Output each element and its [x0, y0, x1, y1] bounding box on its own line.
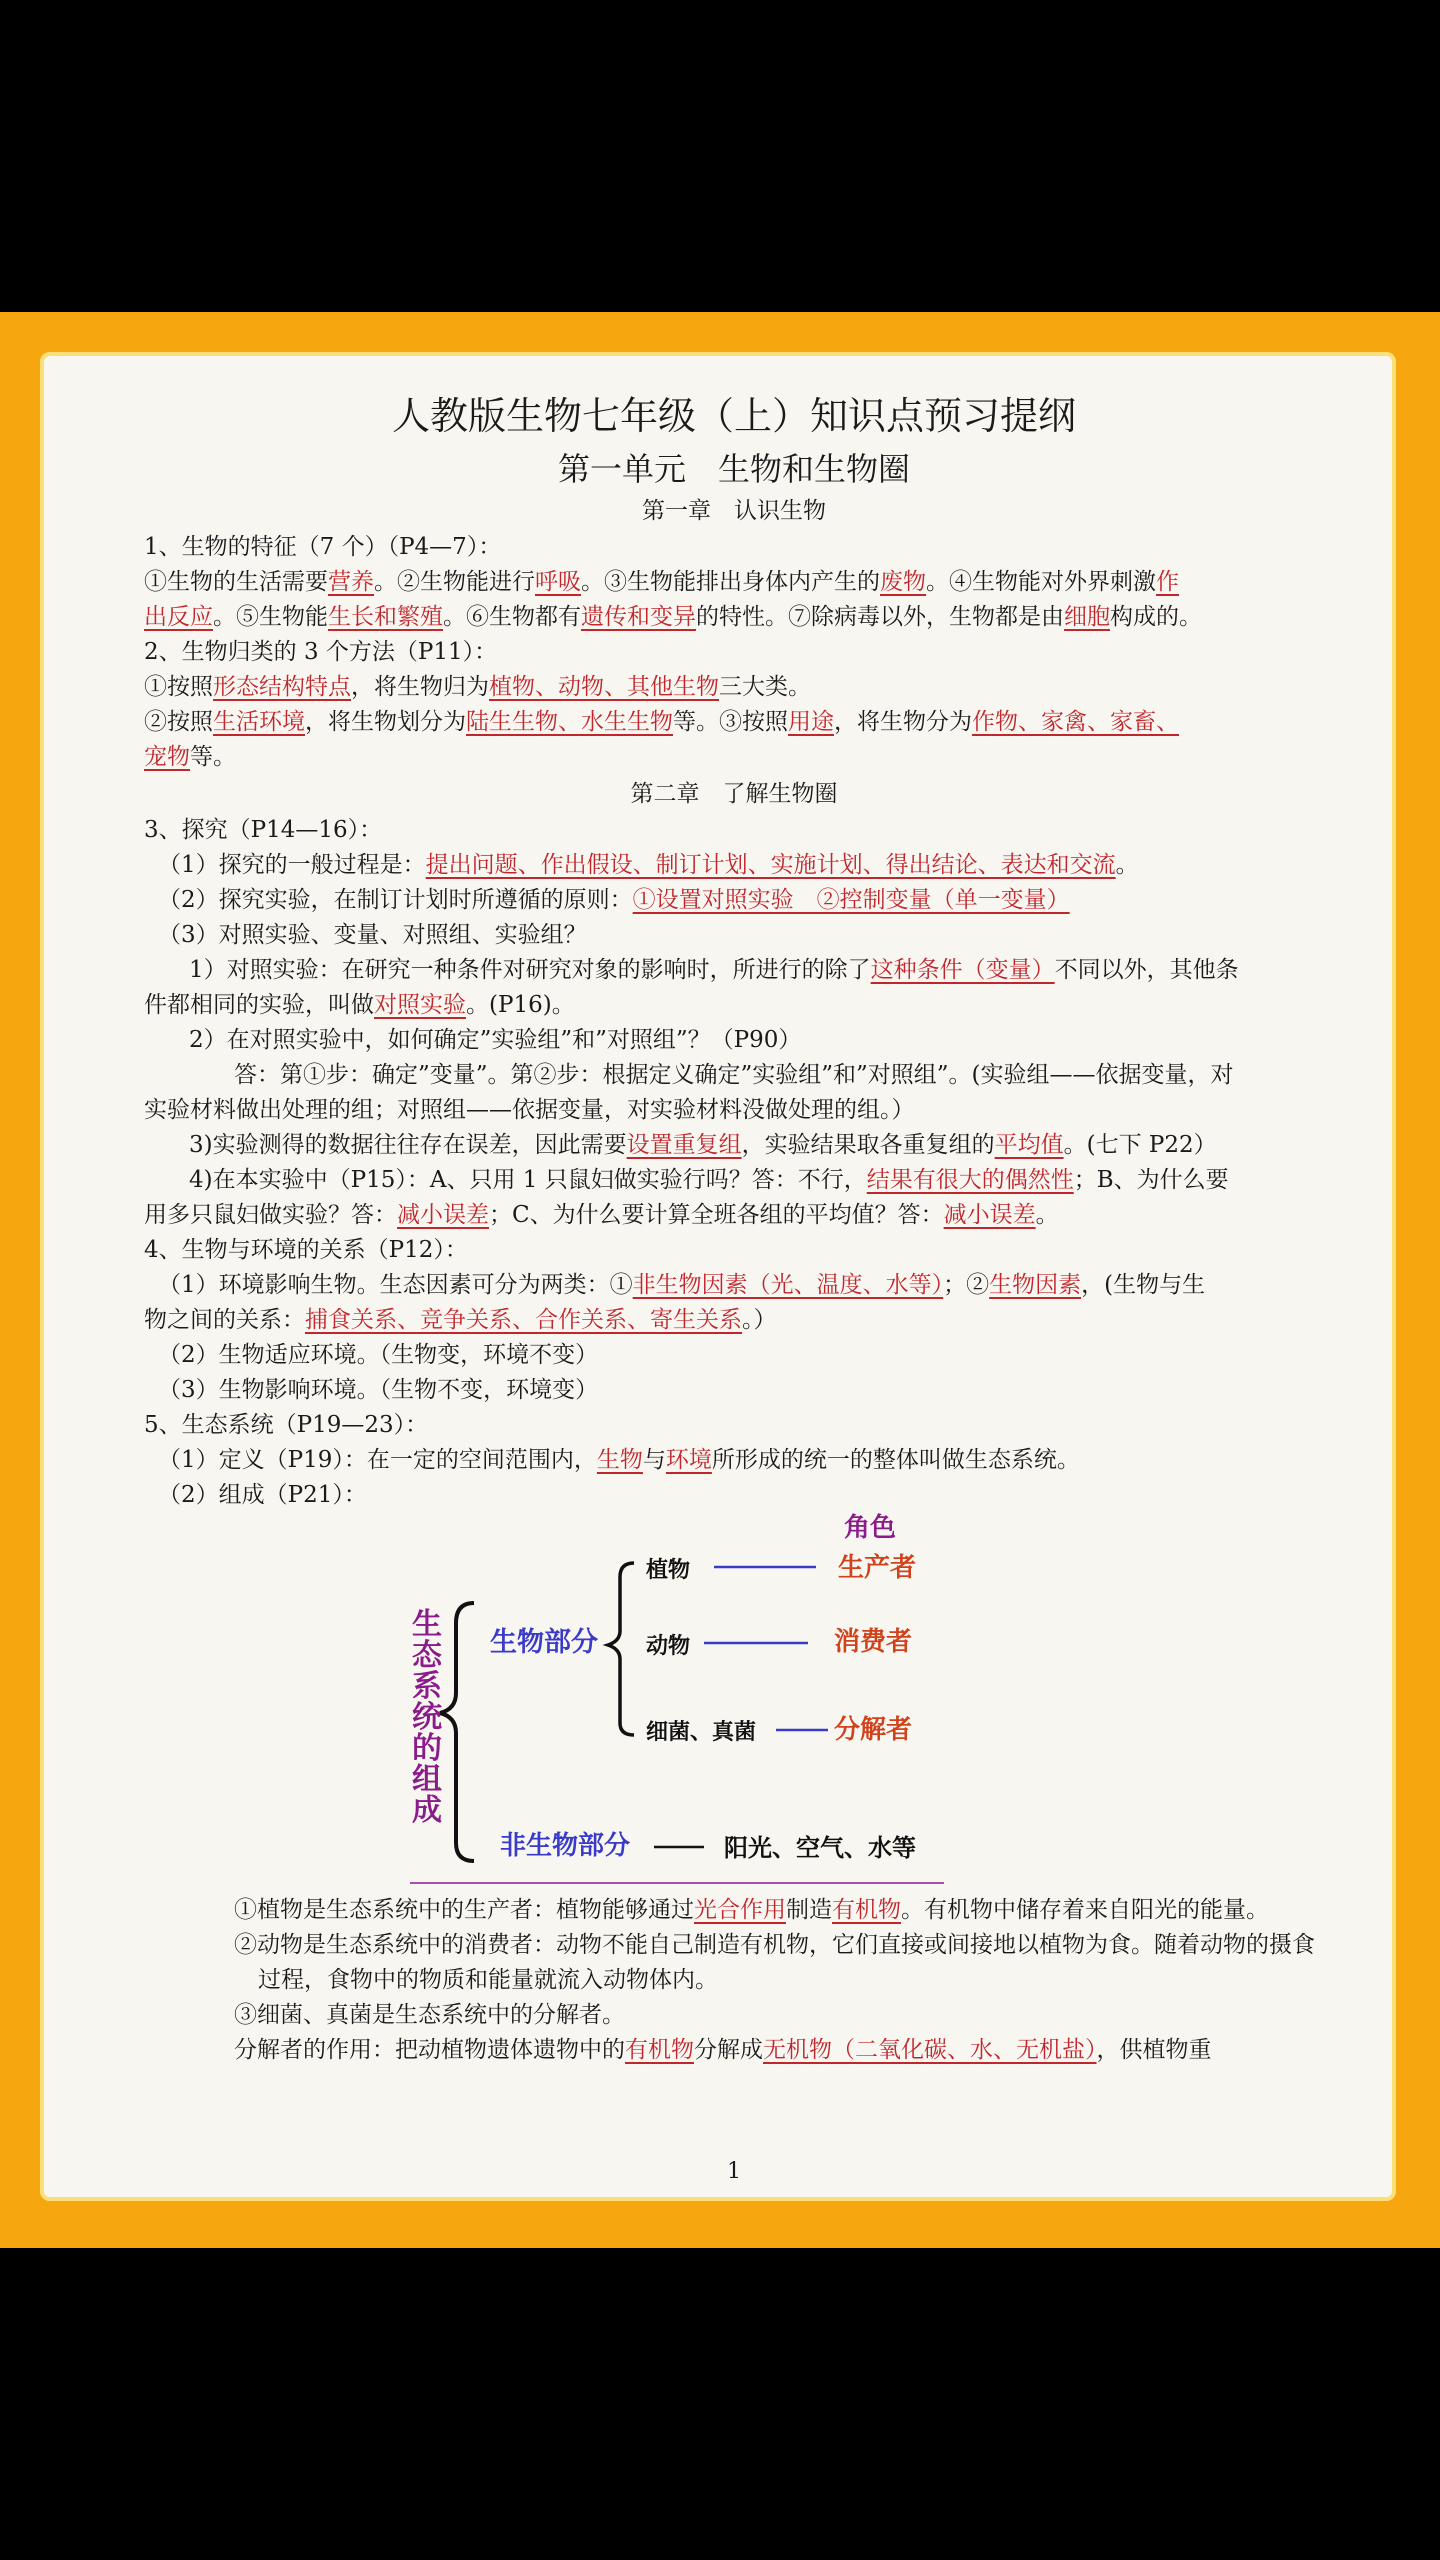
after-a4: 分解者的作用：把动植物遗体遗物中的有机物分解成无机物（二氧化碳、水、无机盐），供植物重: [234, 2037, 1212, 2063]
s1-line1: ①生物的生活需要营养。②生物能进行呼吸。③生物能排出身体内产生的废物。④生物能对外界刺激作: [144, 569, 1179, 595]
diagram-root-label: 生态系统的组成: [412, 1607, 442, 1828]
row-plant-role: 生产者: [838, 1553, 917, 1583]
s4-p1b: 物之间的关系：捕食关系、竞争关系、合作关系、寄生关系。）: [144, 1307, 777, 1333]
s5-p1: （1）定义（P19）：在一定的空间范围内，生物与环境所形成的统一的整体叫做生态系统。: [158, 1447, 1080, 1473]
bio-part-label: 生物部分: [490, 1627, 598, 1658]
s4-heading: 4、生物与环境的关系（P12）：: [144, 1237, 468, 1263]
s1-heading: 1、生物的特征（7 个）（P4—7）：: [144, 534, 502, 560]
s3-q3: 3)实验测得的数据往往存在误差，因此需要设置重复组，实验结果取各重复组的平均值。(七下 P22）: [189, 1132, 1217, 1158]
after-a3: ③细菌、真菌是生态系统中的分解者。: [234, 2002, 625, 2028]
row-animal-name: 动物: [646, 1634, 691, 1659]
after-a1: ①植物是生态系统中的生产者：植物能够通过光合作用制造有机物。有机物中储存着来自阳光的能量。: [234, 1897, 1269, 1923]
s5-p2: （2）组成（P21）：: [158, 1482, 367, 1508]
s3-heading: 3、探究（P14—16）：: [144, 817, 383, 843]
s5-heading: 5、生态系统（P19—23）：: [144, 1412, 429, 1438]
s3-q4b: 用多只鼠妇做实验？答：减小误差；C、为什么要计算全班各组的平均值？答：减小误差。: [144, 1202, 1059, 1228]
unit-title: 第一单元 生物和生物圈: [557, 450, 910, 488]
s1-line2: 出反应。⑤生物能生长和繁殖。⑥生物都有遗传和变异的特性。⑦除病毒以外，生物都是由细胞构成的。: [144, 604, 1202, 630]
row-animal-role: 消费者: [834, 1627, 913, 1657]
page-number: 1: [727, 2159, 741, 2184]
s3-p2: （2）探究实验，在制订计划时所遵循的原则：①设置对照实验 ②控制变量（单一变量）: [158, 887, 1070, 913]
row-decomposer-name: 细菌、真菌: [646, 1720, 757, 1745]
s2-heading: 2、生物归类的 3 个方法（P11）：: [144, 639, 498, 665]
s3-q2b: 实验材料做出处理的组；对照组——依据变量，对实验材料没做处理的组。）: [144, 1097, 915, 1123]
after-a2a: ②动物是生态系统中的消费者：动物不能自己制造有机物，它们直接或间接地以植物为食。随着动物的摄食: [234, 1932, 1315, 1958]
orange-frame: [0, 312, 1440, 2248]
s3-q2: 2）在对照实验中，如何确定”实验组”和”对照组”？（P90）: [189, 1027, 802, 1053]
s3-q2a: 答：第①步：确定”变量”。第②步：根据定义确定”实验组”和”对照组”。(实验组——依据变量，对: [234, 1062, 1234, 1088]
row-decomposer-role: 分解者: [834, 1715, 913, 1745]
s3-p1: （1）探究的一般过程是：提出问题、作出假设、制订计划、实施计划、得出结论、表达和交流。: [158, 852, 1139, 878]
ecosystem-diagram: [144, 1513, 1324, 1893]
doc-title: 人教版生物七年级（上）知识点预习提纲: [391, 394, 1076, 438]
s3-p3: （3）对照实验、变量、对照组、实验组？: [158, 922, 587, 948]
main-brace: [440, 1603, 474, 1861]
s4-p3: （3）生物影响环境。（生物不变，环境变）: [158, 1377, 599, 1403]
row-plant-name: 植物: [646, 1558, 691, 1583]
nonbio-items: 阳光、空气、水等: [724, 1834, 916, 1862]
role-header: 角色: [844, 1513, 897, 1543]
document-body: [144, 384, 1324, 2184]
document-page: [40, 352, 1396, 2201]
chapter-2-title: 第二章 了解生物圈: [630, 781, 838, 807]
s3-q4a: 4)在本实验中（P15）：A、只用 1 只鼠妇做实验行吗？答：不行，结果有很大的偶然性；B、为什么要: [189, 1167, 1229, 1193]
s2-line3: 宠物等。: [144, 744, 236, 770]
s3-q1a: 1）对照实验：在研究一种条件对研究对象的影响时，所进行的除了这种条件（变量）不同以外，其他条: [189, 957, 1239, 983]
s4-p2: （2）生物适应环境。（生物变，环境不变）: [158, 1342, 599, 1368]
s4-p1a: （1）环境影响生物。生态因素可分为两类：①非生物因素（光、温度、水等）；②生物因素，(生物与生: [158, 1272, 1206, 1298]
chapter-1-title: 第一章 认识生物: [642, 498, 826, 524]
nonbio-part-label: 非生物部分: [500, 1831, 631, 1861]
s2-line1: ①按照形态结构特点，将生物归为植物、动物、其他生物三大类。: [144, 674, 811, 700]
bio-brace: [608, 1563, 634, 1735]
s3-q1b: 件都相同的实验，叫做对照实验。(P16)。: [144, 992, 575, 1018]
s2-line2: ②按照生活环境，将生物划分为陆生生物、水生生物等。③按照用途，将生物分为作物、家禽、家畜、: [144, 709, 1179, 735]
after-a2b: 过程，食物中的物质和能量就流入动物体内。: [258, 1967, 718, 1993]
